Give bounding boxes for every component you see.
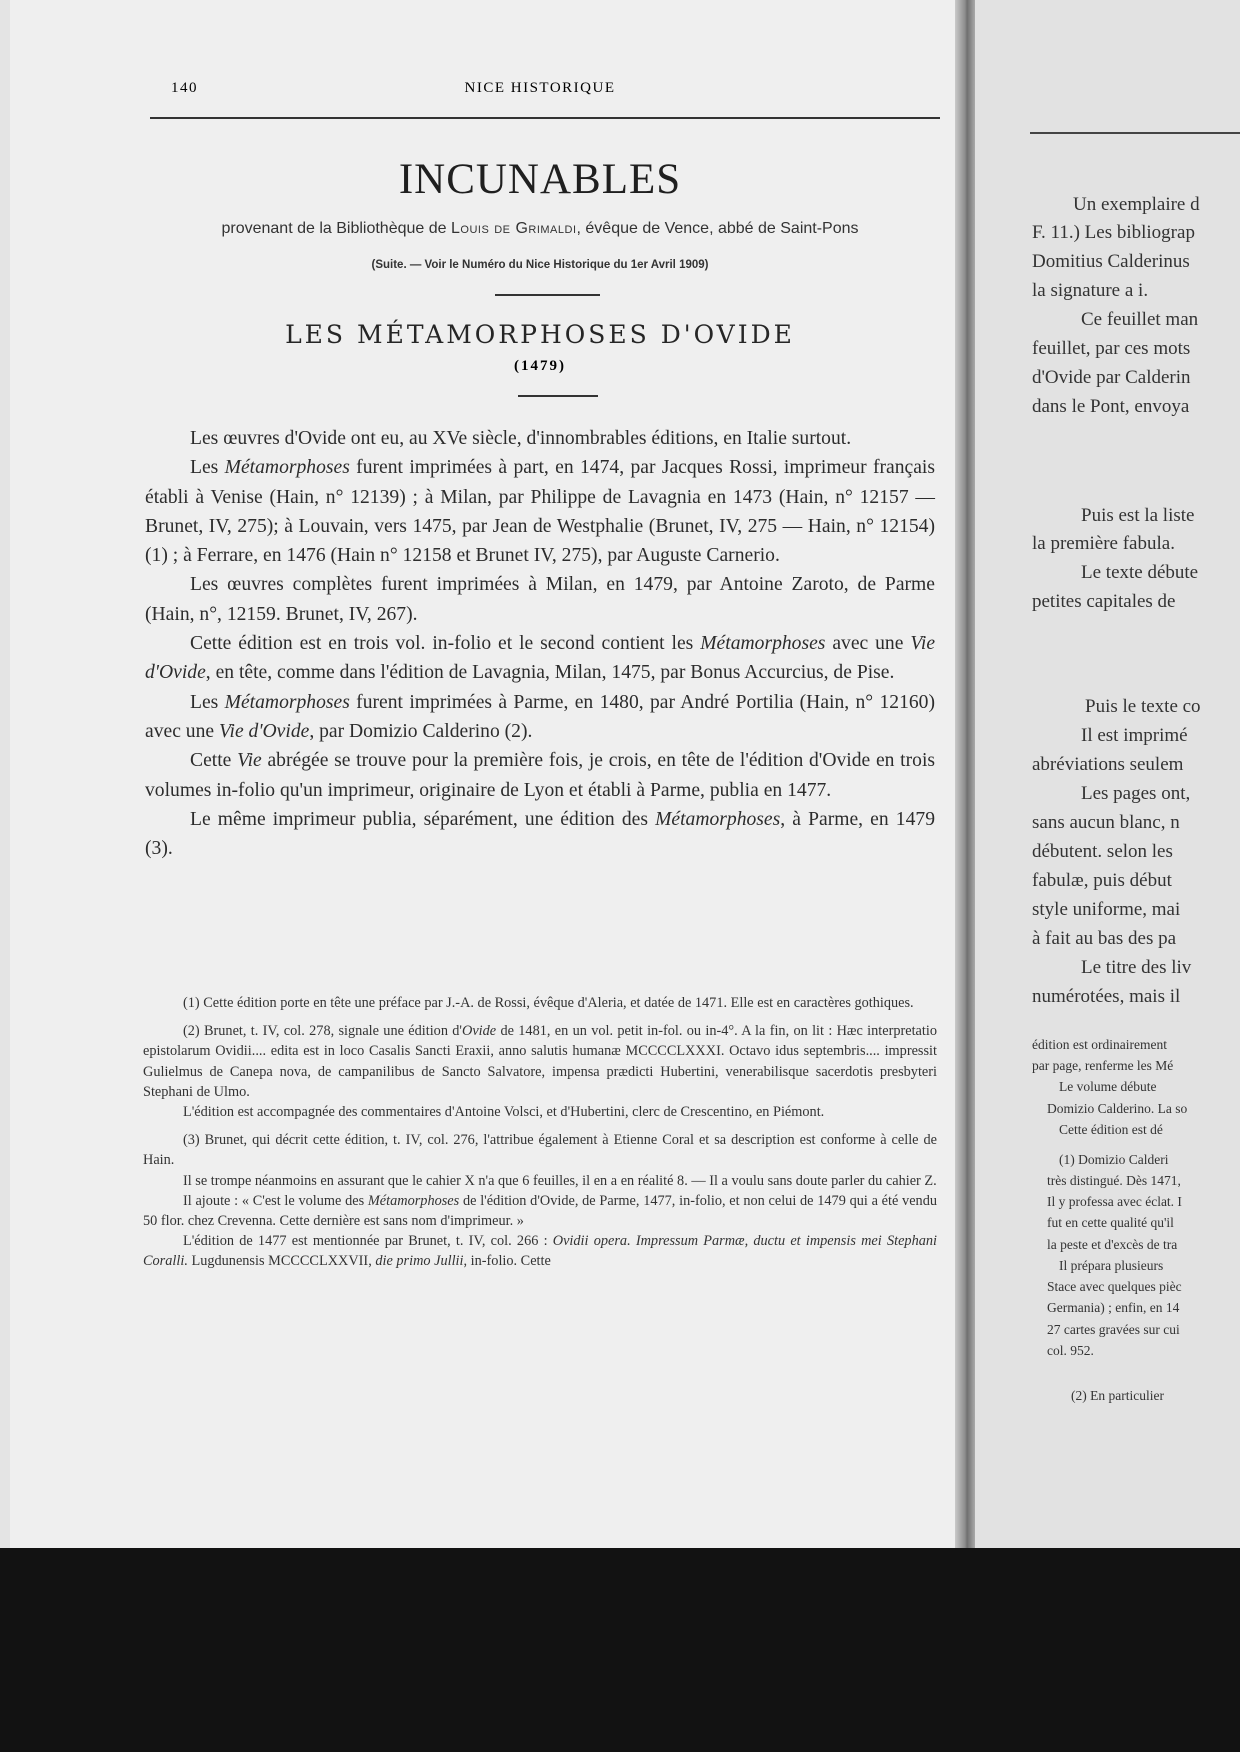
subtitle-prefix: provenant de la Bibliothèque de — [221, 220, 451, 237]
book-gutter — [955, 0, 977, 1548]
right-line: Les pages ont, — [1081, 783, 1191, 804]
right-note-line: (2) En particulier — [1071, 1388, 1164, 1403]
paragraph: Les Métamorphoses furent imprimées à Parme, en 1480, par André Portilia (Hain, n° 12160) avec une Vie d'Ovide, par Domizio Calderino (2). — [145, 691, 936, 742]
running-head — [140, 80, 940, 102]
right-line: abréviations seulem — [1032, 754, 1184, 775]
right-line: Puis le texte co — [1085, 696, 1201, 717]
article-title: INCUNABLES — [398, 156, 682, 203]
right-line: Puis est la liste — [1081, 505, 1195, 526]
right-line: la signature a i. — [1032, 280, 1149, 301]
paragraph: Cette Vie abrégée se trouve pour la première fois, je crois, en tête de l'édition d'Ovide en trois volumes in-folio qu'un imprimeur, originaire de Lyon et établi à Parme, publia en 1477. — [145, 750, 936, 801]
journal-title: NICE HISTORIQUE — [464, 80, 616, 96]
right-note-line: (1) Domizio Calderi — [1059, 1152, 1169, 1167]
header-rule — [150, 117, 940, 119]
section-title: LES MÉTAMORPHOSES D'OVIDE — [285, 320, 795, 349]
right-note-line: Domizio Calderino. La so — [1047, 1101, 1188, 1116]
right-line: la première fabula. — [1032, 533, 1175, 554]
right-note-line: Le volume débute — [1059, 1079, 1157, 1094]
right-line: Un exemplaire d — [1073, 194, 1200, 215]
right-note-line: Stace avec quelques pièc — [1047, 1279, 1182, 1294]
paragraph: Les œuvres d'Ovide ont eu, au XVe siècle, d'innombrables éditions, en Italie surtout. — [190, 428, 852, 449]
right-line: d'Ovide par Calderin — [1032, 367, 1191, 388]
right-note-line: Cette édition est dé — [1059, 1122, 1163, 1137]
footnotes — [143, 993, 937, 1272]
right-note-line: fut en cette qualité qu'il — [1047, 1215, 1174, 1230]
right-page-header-rule — [1030, 132, 1240, 134]
footnote-1: (1) Cette édition porte en tête une préface par J.-A. de Rossi, évêque d'Aleria, et datée de 1471. Elle est en caractères gothiques. — [183, 995, 914, 1011]
right-line: Il est imprimé — [1081, 725, 1188, 746]
right-note-line: Il prépara plusieurs — [1059, 1258, 1164, 1273]
article-subtitle — [140, 220, 940, 238]
right-line: à fait au bas des pa — [1032, 928, 1177, 949]
right-line: petites capitales de — [1032, 591, 1176, 612]
page-number: 140 — [171, 80, 198, 96]
scan-background — [0, 1548, 1240, 1752]
footnote-3: (3) Brunet, qui décrit cette édition, t. IV, col. 276, l'attribue également à Etienne Coral et sa description est conforme à celle de Hain. — [143, 1132, 937, 1169]
right-line: fabulæ, puis début — [1032, 870, 1172, 891]
right-line: feuillet, par ces mots — [1032, 338, 1191, 359]
right-line: F. 11.) Les bibliograp — [1032, 222, 1195, 243]
right-line: numérotées, mais il — [1032, 986, 1181, 1007]
paragraph: Les œuvres complètes furent imprimées à Milan, en 1479, par Antoine Zaroto, de Parme (Hain, n°, 12159. Brunet, IV, 267). — [145, 574, 935, 625]
right-line: Le titre des liv — [1081, 957, 1192, 978]
section-year: (1479) — [514, 358, 566, 374]
right-page — [975, 0, 1240, 1548]
subtitle-suffix: , évêque de Vence, abbé de Saint-Pons — [576, 220, 859, 237]
continuation-note: (Suite. — Voir le Numéro du Nice Historique du 1er Avril 1909) — [371, 259, 709, 271]
right-note-line: par page, renferme les Mé — [1032, 1058, 1174, 1073]
right-line: sans aucun blanc, n — [1032, 812, 1180, 833]
right-note-line: Il y professa avec éclat. I — [1047, 1194, 1182, 1209]
right-note-line: la peste et d'excès de tra — [1047, 1237, 1178, 1252]
right-line: style uniforme, mai — [1032, 899, 1181, 920]
paragraph: Cette édition est en trois vol. in-folio et le second contient les Métamorphoses avec une Vie d'Ovide, en tête, comme dans l'édition de Lavagnia, Milan, 1475, par Bonus Accurcius, de Pise. — [145, 633, 936, 684]
footnote-3-quote: Il ajoute : « C'est le volume des Métamorphoses de l'édition d'Ovide, de Parme, 1477, in-folio, et non celui de 1479 qui a été vendu 50 flor. chez Crevenna. Cette dernière est sans nom d'imprimeur. » — [143, 1192, 937, 1230]
paragraph: Les Métamorphoses furent imprimées à part, en 1474, par Jacques Rossi, imprimeur français établi à Venise (Hain, n° 12139) ; à Milan, par Philippe de Lavagnia en 1473 (Hain, n° 12157 — Brunet, IV, 275); à Louvain, vers 1475, par Jean de Westphalie (Brunet, IV, 275 — Hain, n° 12154) (1) ; à Ferrare, en 1476 (Hain n° 12158 et Brunet IV, 275), par Auguste Carnerio. — [145, 457, 935, 567]
section-rule — [518, 395, 598, 397]
paragraph: Le même imprimeur publia, séparément, une édition des Métamorphoses, à Parme, en 1479 (3). — [145, 808, 935, 860]
right-note-line: très distingué. Dès 1471, — [1047, 1173, 1181, 1188]
right-note-line: 27 cartes gravées sur cui — [1047, 1322, 1180, 1337]
right-line: Ce feuillet man — [1081, 309, 1199, 330]
right-note-line: Germania) ; enfin, en 14 — [1047, 1300, 1180, 1315]
footnote-2-continued: L'édition est accompagnée des commentaires d'Antoine Volsci, et d'Hubertini, clerc de Crescentino, en Piémont. — [183, 1104, 825, 1121]
subtitle-author: Louis de Grimaldi — [450, 220, 577, 237]
separator-rule — [495, 294, 600, 296]
right-line: Le texte débute — [1081, 562, 1199, 583]
right-line: débutent. selon les — [1032, 841, 1173, 862]
footnote-3-citation: L'édition de 1477 est mentionnée par Brunet, t. IV, col. 266 : Ovidii opera. Impressum Parmæ, ductu et impensis mei Stephani Coralli. Lugdunensis MCCCCLXXVII, die primo Jullii, in-folio. Cette — [143, 1233, 937, 1270]
footnote-3-continued: Il se trompe néanmoins en assurant que le cahier X n'a que 6 feuilles, il en a en réalité 8. — Il a voulu sans doute parler du cahier Z. — [183, 1172, 937, 1189]
footnote-2: (2) Brunet, t. IV, col. 278, signale une édition d'Ovide de 1481, en un vol. petit in-fol. ou in-4°. A la fin, on lit : Hæc interpretatio epistolarum Ovidii.... edita est in loco Casalis Sancti Eraxii, anno salutis humanæ MCCCCLXXXI. Octavo idus septembris.... impressit Gulielmus de Canepa nova, de campanilibus de Sancto Salvatore, impensa prædicti Hubertini, venerabilisque sacerdotis presbyteri Stephani de Ulmo. — [143, 1023, 937, 1100]
right-line: dans le Pont, envoya — [1032, 396, 1190, 417]
right-line: Domitius Calderinus — [1032, 251, 1190, 272]
right-note-line: édition est ordinairement — [1032, 1037, 1167, 1052]
article-body — [145, 424, 935, 863]
right-note-line: col. 952. — [1047, 1343, 1094, 1358]
